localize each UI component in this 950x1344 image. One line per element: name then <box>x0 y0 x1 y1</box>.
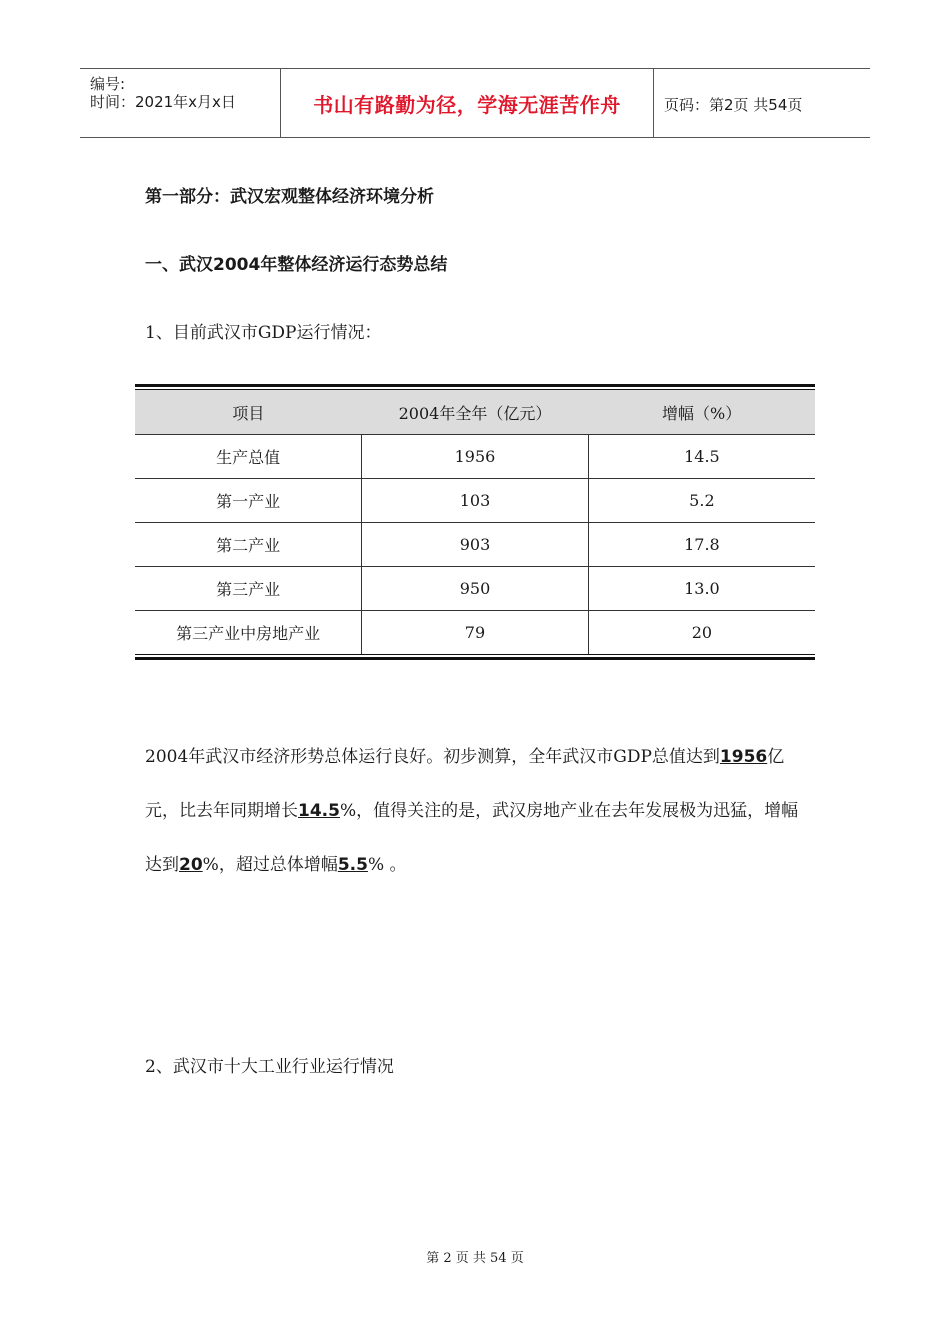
motto-text: 书山有路勤为径，学海无涯苦作舟 <box>313 92 621 117</box>
summary-paragraph <box>145 730 815 892</box>
gdp-total-value: 1956 <box>719 747 768 767</box>
gdp-table <box>135 384 815 660</box>
para-text: 亿元，比去年同期增长 <box>145 747 785 821</box>
col-header-item: 项目 <box>135 390 362 435</box>
doc-number-label: 编号: <box>90 75 126 93</box>
para-text: %，值得关注的是，武汉房地产业在去年发展极为迅猛，增幅达到 <box>145 801 799 875</box>
col-header-value: 2004年全年（亿元） <box>362 390 589 435</box>
cell-growth: 17.8 <box>588 523 815 567</box>
cell-item: 第一产业 <box>135 479 362 523</box>
cell-item: 第三产业 <box>135 567 362 611</box>
table-row <box>135 523 815 567</box>
table-row <box>135 435 815 479</box>
para-text: %，超过总体增幅 <box>202 855 338 875</box>
cell-value: 950 <box>362 567 589 611</box>
page-indicator: 页码：第2页 共54页 <box>664 96 803 114</box>
table-bottom-rule <box>135 657 815 660</box>
cell-item: 第二产业 <box>135 523 362 567</box>
table-row <box>135 567 815 611</box>
page-footer: 第 2 页 共 54 页 <box>426 1251 524 1266</box>
table-bottom-rule-thin <box>135 654 815 655</box>
table-row <box>135 479 815 523</box>
table-top-rule <box>135 384 815 387</box>
para-text: 2004年武汉市经济形势总体运行良好。初步测算，全年武汉市GDP总值达到 <box>145 747 720 767</box>
cell-item: 第三产业中房地产业 <box>135 611 362 655</box>
realestate-growth-value: 20 <box>179 855 203 875</box>
doc-date-label: 时间：2021年x月x日 <box>90 93 236 111</box>
page-header <box>80 68 870 138</box>
cell-growth: 20 <box>588 611 815 655</box>
cell-growth: 14.5 <box>588 435 815 479</box>
para-text: % 。 <box>367 855 407 875</box>
gdp-growth-value: 14.5 <box>298 801 340 821</box>
header-meta <box>80 69 281 137</box>
subsection-gdp: 1、目前武汉市GDP运行情况： <box>145 323 382 343</box>
cell-value: 79 <box>362 611 589 655</box>
header-motto <box>281 69 654 137</box>
cell-growth: 13.0 <box>588 567 815 611</box>
section-title: 一、武汉2004年整体经济运行态势总结 <box>145 255 448 275</box>
part-title: 第一部分：武汉宏观整体经济环境分析 <box>145 187 434 207</box>
cell-item: 生产总值 <box>135 435 362 479</box>
cell-growth: 5.2 <box>588 479 815 523</box>
table-header-row <box>135 390 815 435</box>
cell-value: 903 <box>362 523 589 567</box>
col-header-growth: 增幅（%） <box>588 390 815 435</box>
subsection-industry: 2、武汉市十大工业行业运行情况 <box>145 1057 394 1077</box>
excess-growth-value: 5.5 <box>337 855 368 875</box>
table-row <box>135 611 815 655</box>
cell-value: 103 <box>362 479 589 523</box>
cell-value: 1956 <box>362 435 589 479</box>
